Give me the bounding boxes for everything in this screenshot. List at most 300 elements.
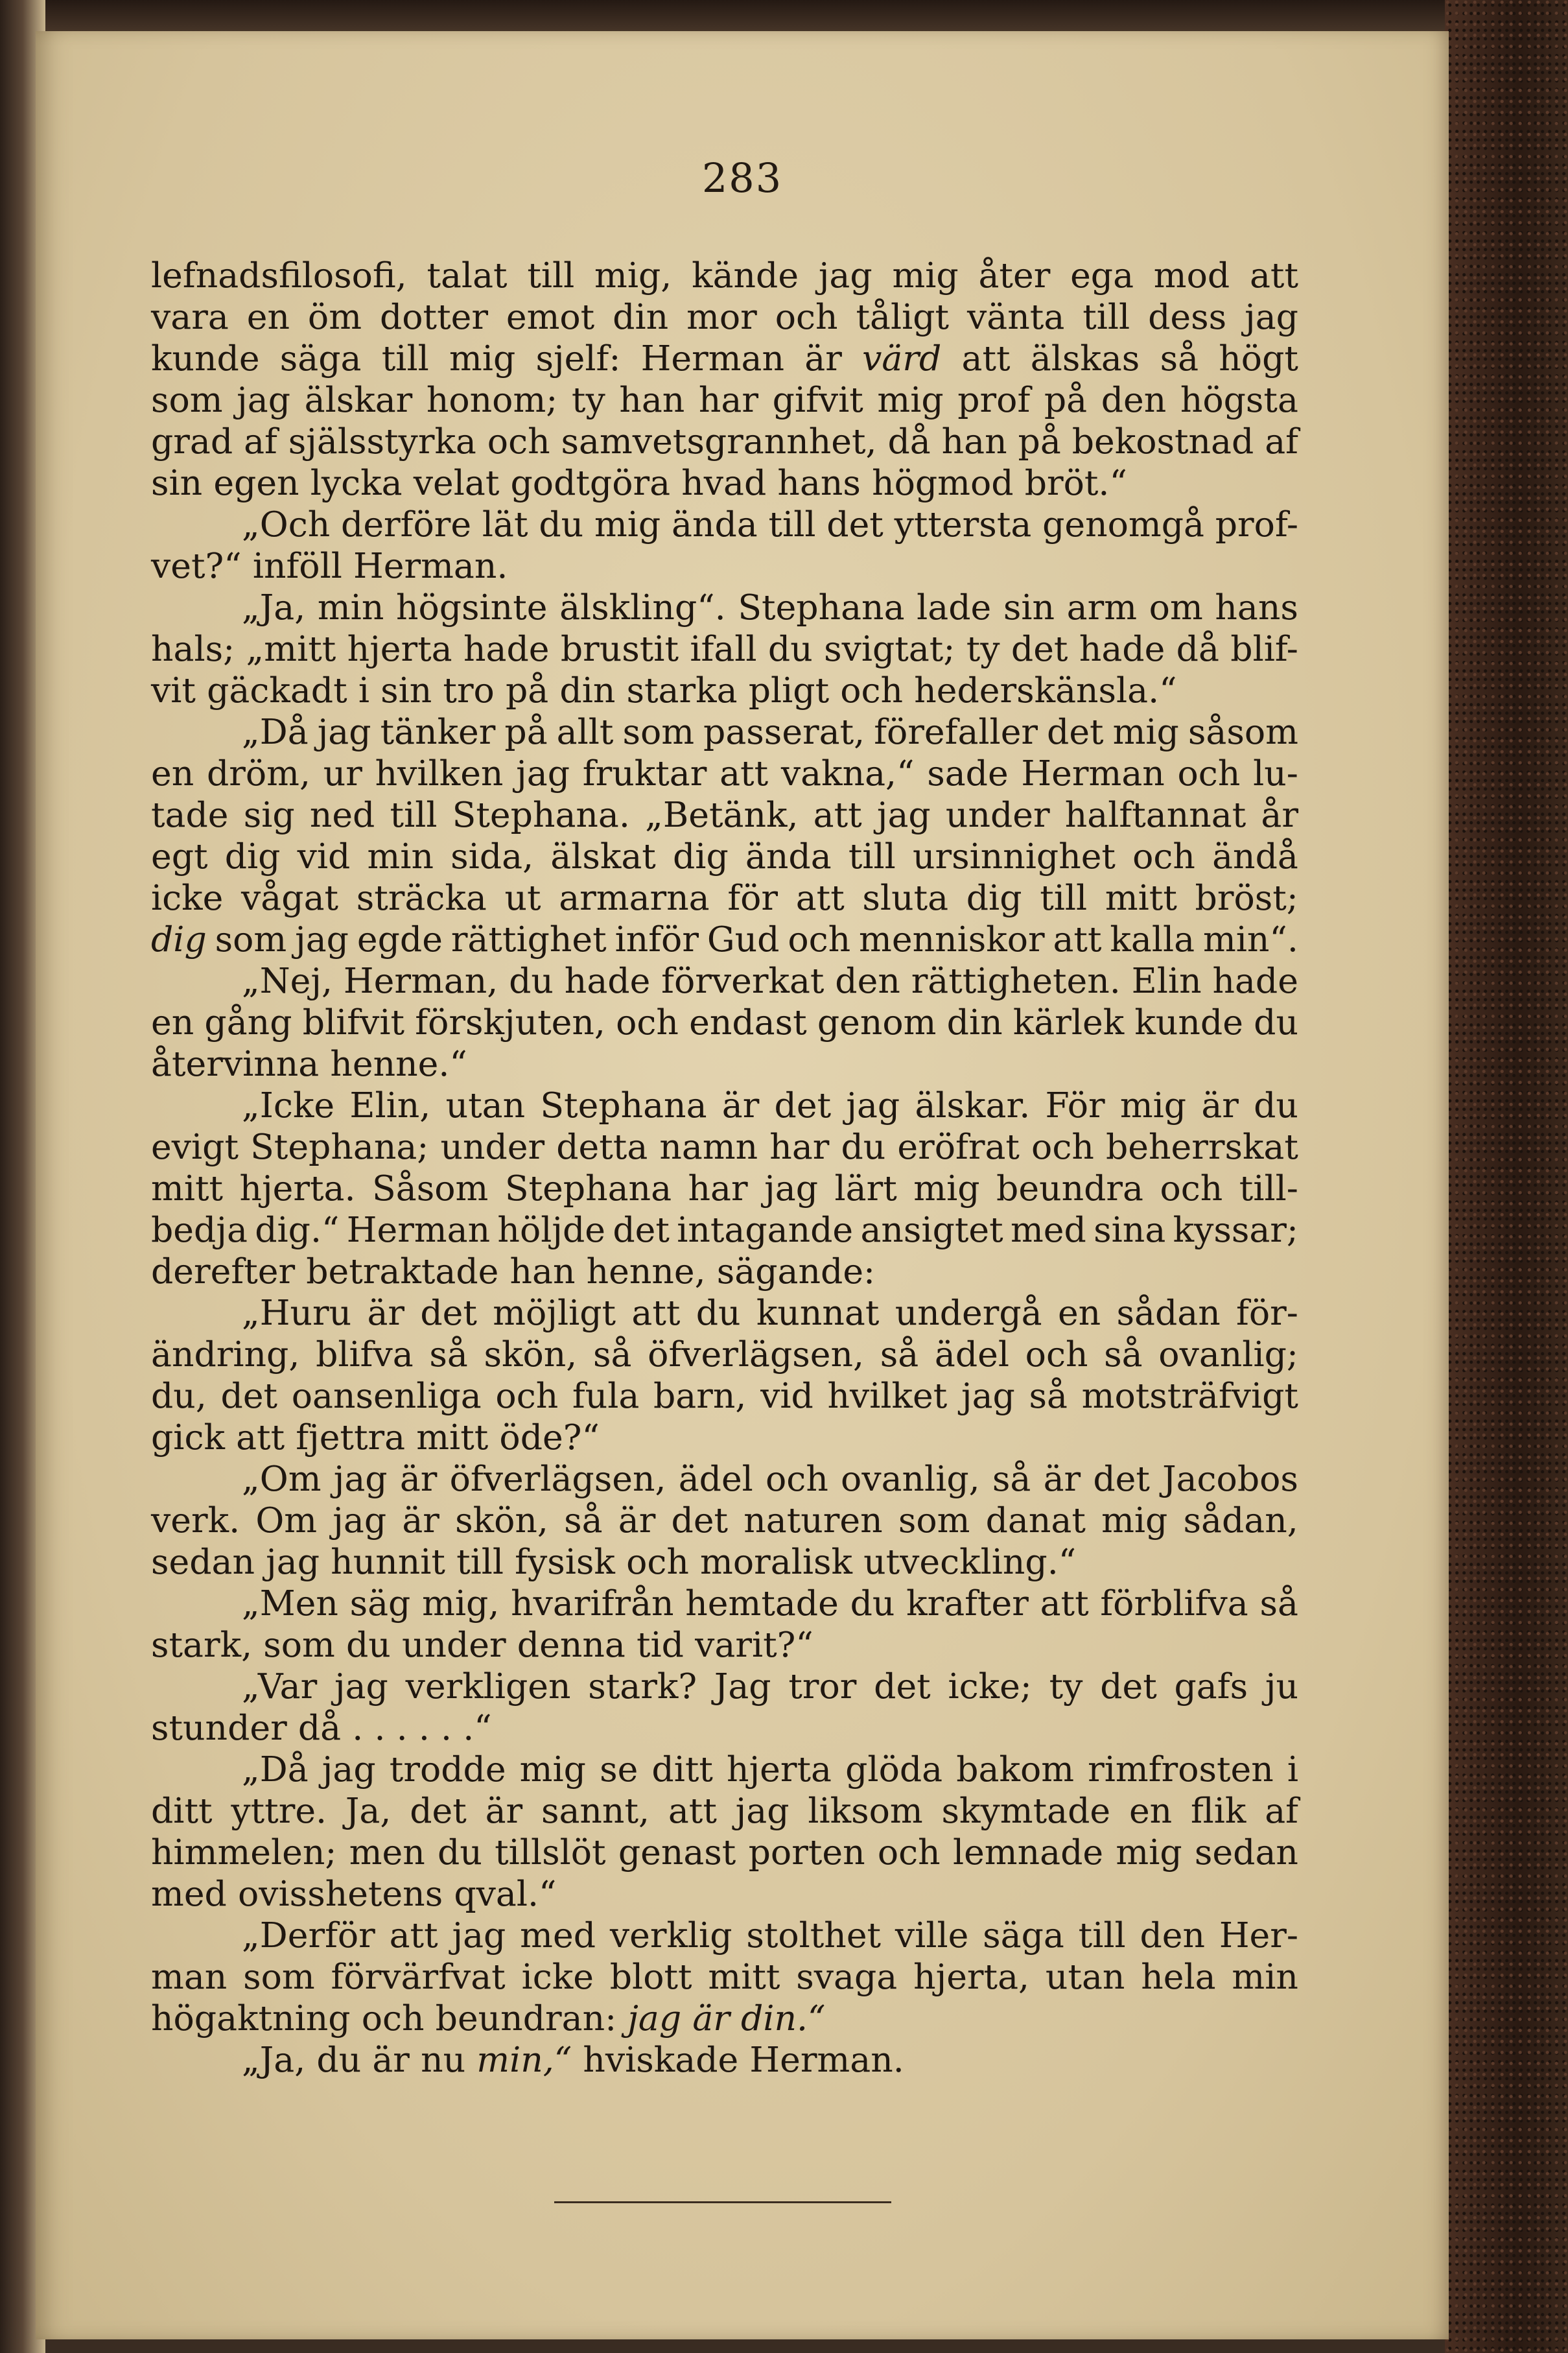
- word: hjerta: [347, 628, 452, 669]
- word: rättighet: [451, 919, 607, 960]
- word: hjerta,: [913, 1956, 1030, 1997]
- text-line: [151, 1666, 1298, 1707]
- word: som: [215, 919, 287, 960]
- word: passerat,: [703, 711, 865, 752]
- word: en: [1057, 1292, 1101, 1333]
- word: då: [887, 421, 931, 462]
- word: grad: [151, 421, 233, 462]
- word: att: [631, 1292, 681, 1333]
- word: ty: [1049, 1666, 1083, 1707]
- word: Stephana.: [452, 794, 630, 835]
- word: .: [396, 1707, 408, 1748]
- word: Her-: [1219, 1915, 1298, 1956]
- text-line: [151, 877, 1298, 919]
- text-line: [151, 628, 1298, 670]
- word: lemnade: [952, 1832, 1104, 1873]
- word: mig: [594, 504, 661, 545]
- word: sträcka: [356, 877, 487, 918]
- text-line: [151, 1749, 1298, 1790]
- word: jag: [764, 1168, 819, 1209]
- word: beherrskat: [1105, 1126, 1298, 1167]
- word: gäckadt: [207, 670, 347, 711]
- book-page: [36, 31, 1449, 2339]
- word: högt: [1219, 338, 1298, 379]
- word: så: [564, 1500, 603, 1541]
- word: krafter: [906, 1583, 1029, 1624]
- word: med: [520, 1915, 596, 1956]
- word: utveckling.“: [863, 1541, 1077, 1582]
- word: högsta: [1180, 379, 1298, 420]
- word: endast: [689, 1002, 807, 1043]
- word: „Nej,: [242, 960, 333, 1001]
- word: „Derför: [242, 1915, 375, 1956]
- word: vid: [297, 836, 351, 877]
- word: dig: [151, 919, 207, 960]
- word: eröfrat: [897, 1126, 1020, 1167]
- word: stolthet: [746, 1915, 882, 1956]
- word: det: [613, 1209, 670, 1250]
- word: verk.: [151, 1500, 240, 1541]
- word: kyssar;: [1173, 1209, 1298, 1250]
- word: ifall: [690, 628, 757, 669]
- text-line: [151, 1956, 1298, 1998]
- word: ovanlig;: [1158, 1334, 1298, 1375]
- text-line: [151, 504, 1298, 545]
- word: „Var: [242, 1666, 318, 1707]
- word: du: [850, 1583, 895, 1624]
- word: mig: [1101, 1500, 1168, 1541]
- word: ned: [309, 794, 375, 835]
- word: till: [1040, 877, 1088, 918]
- word: hvilket: [827, 1375, 948, 1416]
- word: och: [626, 1541, 689, 1582]
- word: och: [788, 919, 851, 960]
- word: gick: [151, 1417, 225, 1458]
- word: och: [487, 421, 550, 462]
- word: så: [880, 1334, 919, 1375]
- word: i: [1287, 1749, 1298, 1790]
- word: förverkat: [661, 960, 825, 1001]
- word: dotter: [379, 296, 488, 337]
- word: „Huru: [242, 1292, 352, 1333]
- word: det: [410, 1790, 467, 1831]
- text-line: [151, 960, 1298, 1002]
- text-line: [151, 379, 1298, 421]
- word: det: [220, 1375, 278, 1416]
- word: vänta: [967, 296, 1065, 337]
- word: verklig: [609, 1915, 732, 1956]
- text-line: [151, 587, 1298, 628]
- word: vid: [760, 1375, 813, 1416]
- word: trodde: [389, 1749, 506, 1790]
- word: af: [1265, 1790, 1298, 1831]
- word: „Ja,: [242, 587, 306, 628]
- word: min: [317, 587, 384, 628]
- word: han: [619, 379, 685, 420]
- word: kärlek: [1012, 1002, 1125, 1043]
- word: är: [804, 338, 842, 379]
- word: menniskor: [859, 919, 1045, 960]
- word: porten: [748, 1832, 865, 1873]
- word: du: [539, 504, 584, 545]
- word: sin: [380, 670, 432, 711]
- word: ovanlig,: [841, 1458, 980, 1499]
- word: det: [1047, 711, 1104, 752]
- word: högaktning: [151, 1998, 351, 2039]
- word: min“.: [1202, 919, 1298, 960]
- word: han: [509, 1251, 576, 1292]
- text-line: [151, 1251, 1298, 1292]
- word: hederskänsla.“: [914, 670, 1177, 711]
- word: ovisshetens: [238, 1873, 443, 1914]
- word: öfverlägsen,: [648, 1334, 865, 1375]
- word: blif-: [1230, 628, 1298, 669]
- word: du: [696, 1292, 741, 1333]
- word: jag: [876, 794, 931, 835]
- word: mig: [892, 255, 959, 296]
- word: sig: [243, 794, 295, 835]
- word: själsstyrka: [288, 421, 476, 462]
- word: förskjuten,: [415, 1002, 605, 1043]
- text-line: [151, 1375, 1298, 1417]
- word: är: [399, 1458, 438, 1499]
- word: „mitt: [246, 628, 336, 669]
- word: så: [1259, 1583, 1298, 1624]
- word: till: [768, 504, 816, 545]
- word: hela: [1141, 1956, 1216, 1997]
- word: under: [440, 1126, 545, 1167]
- word: du: [438, 1832, 482, 1873]
- word: till: [1078, 1915, 1126, 1956]
- word: „Då: [242, 711, 309, 752]
- word: Herman: [640, 338, 785, 379]
- word: „Då: [242, 1749, 309, 1790]
- word: jag: [1245, 296, 1298, 337]
- word: vågat: [241, 877, 339, 918]
- word: naturen: [743, 1500, 883, 1541]
- word: „Men: [242, 1583, 338, 1624]
- word: jag: [846, 1085, 900, 1126]
- word: sin: [1003, 587, 1055, 628]
- word: Stephana: [738, 587, 905, 628]
- text-line: [151, 1583, 1298, 1624]
- word: högsinte: [395, 587, 548, 628]
- word: rättigheten.: [911, 960, 1121, 1001]
- word: återvinna: [151, 1043, 320, 1084]
- word: Herman.: [353, 545, 508, 586]
- word: år: [1261, 794, 1298, 835]
- page-number: 283: [701, 154, 783, 202]
- word: hade: [463, 628, 550, 669]
- word: en: [1129, 1790, 1173, 1831]
- word: älskar: [304, 379, 413, 420]
- word: allt: [556, 711, 614, 752]
- word: beundra: [996, 1168, 1143, 1209]
- word: Herman: [1021, 753, 1165, 794]
- word: högmod: [872, 462, 1014, 503]
- word: hemtade: [685, 1583, 839, 1624]
- word: kunde: [151, 338, 260, 379]
- word: hjerta: [727, 1749, 832, 1790]
- word: „Om: [242, 1458, 322, 1499]
- word: skön,: [455, 1500, 548, 1541]
- word: på: [1018, 421, 1061, 462]
- word: på: [505, 670, 549, 711]
- word: säg: [349, 1583, 411, 1624]
- word: att: [1053, 919, 1102, 960]
- word: jag: [295, 919, 349, 960]
- word: hvilken: [375, 753, 504, 794]
- word: ty: [571, 379, 605, 420]
- word: ty: [966, 628, 1000, 669]
- word: att: [720, 753, 769, 794]
- text-line: [151, 462, 1298, 504]
- word: han: [941, 421, 1007, 462]
- word: hade: [1079, 628, 1165, 669]
- word: mig: [877, 379, 944, 420]
- word: sina: [1094, 1209, 1166, 1250]
- word: mig: [449, 338, 516, 379]
- word: Stephana: [504, 1168, 672, 1209]
- word: tillslöt: [495, 1832, 606, 1873]
- word: och: [1031, 1126, 1094, 1167]
- word: bekostnad: [1071, 421, 1254, 462]
- word: jag: [317, 711, 371, 752]
- word: förblifva: [1100, 1583, 1248, 1624]
- word: under: [945, 794, 1050, 835]
- word: en: [151, 1002, 194, 1043]
- word: åter: [978, 255, 1051, 296]
- word: ansigtet: [860, 1209, 1003, 1250]
- word: För: [1045, 1085, 1105, 1126]
- word: af: [1265, 421, 1298, 462]
- word: derföre: [341, 504, 472, 545]
- word: beundran:: [435, 1998, 617, 2039]
- word: så: [1104, 1334, 1143, 1375]
- word: Ja,: [345, 1790, 392, 1831]
- text-line: [151, 1998, 1298, 2039]
- text-line: [151, 753, 1298, 794]
- word: ändå: [1212, 836, 1298, 877]
- text-line: [151, 2039, 1298, 2081]
- text-line: [151, 1873, 1298, 1915]
- word: mig: [1112, 711, 1179, 752]
- word: Herman: [346, 1209, 491, 1250]
- word: lycka: [310, 462, 403, 503]
- word: arm: [1066, 587, 1138, 628]
- word: det: [826, 504, 883, 545]
- word: till: [381, 338, 429, 379]
- text-line: [151, 338, 1298, 379]
- word: halftannat: [1064, 794, 1246, 835]
- word: sedan: [1194, 1832, 1298, 1873]
- word: qval.“: [454, 1873, 557, 1914]
- word: och: [877, 1832, 941, 1873]
- word: och: [1025, 1334, 1088, 1375]
- word: du: [346, 1624, 391, 1665]
- word: bedja: [151, 1209, 248, 1250]
- word: stark,: [151, 1624, 253, 1665]
- word: bröt.“: [1024, 462, 1127, 503]
- word: så: [992, 1458, 1031, 1499]
- word: Jag: [714, 1666, 771, 1707]
- word: din: [559, 670, 616, 711]
- text-line: [151, 1002, 1298, 1043]
- word: mod: [1153, 255, 1230, 296]
- text-line: [151, 1168, 1298, 1209]
- word: älskling“.: [559, 587, 726, 628]
- word: danat: [985, 1500, 1086, 1541]
- word: derefter: [151, 1251, 296, 1292]
- word: och: [1177, 753, 1241, 794]
- word: evigt: [151, 1126, 239, 1167]
- word: prof-: [1215, 504, 1298, 545]
- word: att: [961, 338, 1011, 379]
- word: kalla: [1110, 919, 1195, 960]
- word: för-: [1236, 1292, 1298, 1333]
- word: namn: [659, 1126, 758, 1167]
- word: „Ja,: [242, 2039, 306, 2080]
- word: svaga: [796, 1956, 898, 1997]
- word: för: [727, 877, 778, 918]
- word: Stephana: [540, 1085, 707, 1126]
- word: icke: [151, 877, 224, 918]
- word: jag: [334, 1666, 388, 1707]
- word: jag: [266, 1541, 320, 1582]
- word: dess: [1148, 296, 1227, 337]
- word: lät: [482, 504, 528, 545]
- word: tänker: [380, 711, 496, 752]
- word: mig: [1116, 1832, 1182, 1873]
- word: inföll: [252, 545, 342, 586]
- word: skymtade: [941, 1790, 1111, 1831]
- word: har: [769, 1126, 830, 1167]
- word: jag: [322, 1749, 376, 1790]
- word: du,: [151, 1375, 207, 1416]
- word: lärt: [834, 1168, 897, 1209]
- word: du: [1254, 1002, 1298, 1043]
- word: har: [698, 379, 758, 420]
- word: fula: [572, 1375, 640, 1416]
- word: .: [352, 1707, 364, 1748]
- word: kunde: [1134, 1002, 1243, 1043]
- word: egen: [213, 462, 299, 503]
- word: prof: [957, 379, 1031, 420]
- word: du: [316, 2039, 362, 2080]
- word: sägande:: [716, 1251, 876, 1292]
- end-rule: [554, 2201, 891, 2203]
- word: yttersta: [894, 504, 1032, 545]
- word: din.“: [741, 1998, 826, 2039]
- word: och: [495, 1375, 559, 1416]
- word: jag: [627, 1998, 682, 2039]
- word: till: [1082, 296, 1130, 337]
- word: brustit: [560, 628, 679, 669]
- text-line: [151, 794, 1298, 836]
- text-line: [151, 1541, 1298, 1583]
- word: hals;: [151, 628, 235, 669]
- word: Elin,: [349, 1085, 431, 1126]
- text-line: [151, 1624, 1298, 1666]
- word: min: [367, 836, 434, 877]
- word: min: [1232, 1956, 1298, 1997]
- word: yttre.: [231, 1790, 327, 1831]
- word: har: [688, 1168, 748, 1209]
- text-line: [151, 919, 1298, 960]
- word: Om: [255, 1500, 318, 1541]
- word: jag: [452, 1915, 506, 1956]
- word: säga: [279, 338, 362, 379]
- word: sedan: [151, 1541, 255, 1582]
- word: vakna,“: [780, 753, 915, 794]
- word: fysisk: [515, 1541, 615, 1582]
- word: sin: [151, 462, 203, 503]
- word: varit?“: [695, 1624, 813, 1665]
- word: den: [1140, 1915, 1205, 1956]
- word: jag: [237, 379, 291, 420]
- text-line: [151, 1209, 1298, 1251]
- word: stark?: [588, 1666, 697, 1707]
- word: detta: [556, 1126, 648, 1167]
- word: den: [1101, 379, 1167, 420]
- word: är: [372, 2039, 410, 2080]
- book-cover-right: [1445, 0, 1568, 2353]
- text-line: [151, 1458, 1298, 1500]
- word: sådan: [1116, 1292, 1221, 1333]
- word: är: [618, 1500, 656, 1541]
- word: Stephana;: [250, 1126, 429, 1167]
- word: jag: [735, 1790, 790, 1831]
- word: svigtat;: [824, 628, 955, 669]
- word: det: [420, 1292, 477, 1333]
- word: blifvit: [302, 1002, 405, 1043]
- text-line: [151, 1417, 1298, 1458]
- word: till: [527, 255, 575, 296]
- word: Elin: [1131, 960, 1202, 1001]
- word: samvetsgrannhet,: [561, 421, 877, 462]
- word: „Icke: [242, 1085, 335, 1126]
- word: och: [775, 296, 838, 337]
- word: på: [1044, 379, 1088, 420]
- word: till-: [1239, 1168, 1298, 1209]
- word: dig: [224, 836, 281, 877]
- word: sannt,: [541, 1790, 650, 1831]
- word: tade: [151, 794, 229, 835]
- word: och: [616, 1002, 679, 1043]
- word: är: [721, 1085, 760, 1126]
- word: är: [1201, 1085, 1239, 1126]
- word: tro: [443, 670, 495, 711]
- word: sjelf:: [535, 338, 621, 379]
- word: Herman.: [749, 2039, 904, 2080]
- text-line: [151, 1043, 1298, 1085]
- word: du: [509, 960, 554, 1001]
- word: ditt: [151, 1790, 213, 1831]
- word: jag: [818, 255, 872, 296]
- text-line: [151, 670, 1298, 711]
- word: hans: [777, 462, 861, 503]
- word: „Och: [242, 504, 331, 545]
- word: under: [401, 1624, 506, 1665]
- word: stunder: [151, 1707, 287, 1748]
- word: lefnadsfilosofi,: [151, 255, 407, 296]
- word: så: [429, 1334, 468, 1375]
- word: Gud: [707, 919, 780, 960]
- word: att: [236, 1417, 285, 1458]
- word: den: [835, 960, 900, 1001]
- word: att: [1249, 255, 1298, 296]
- word: hans: [1215, 587, 1298, 628]
